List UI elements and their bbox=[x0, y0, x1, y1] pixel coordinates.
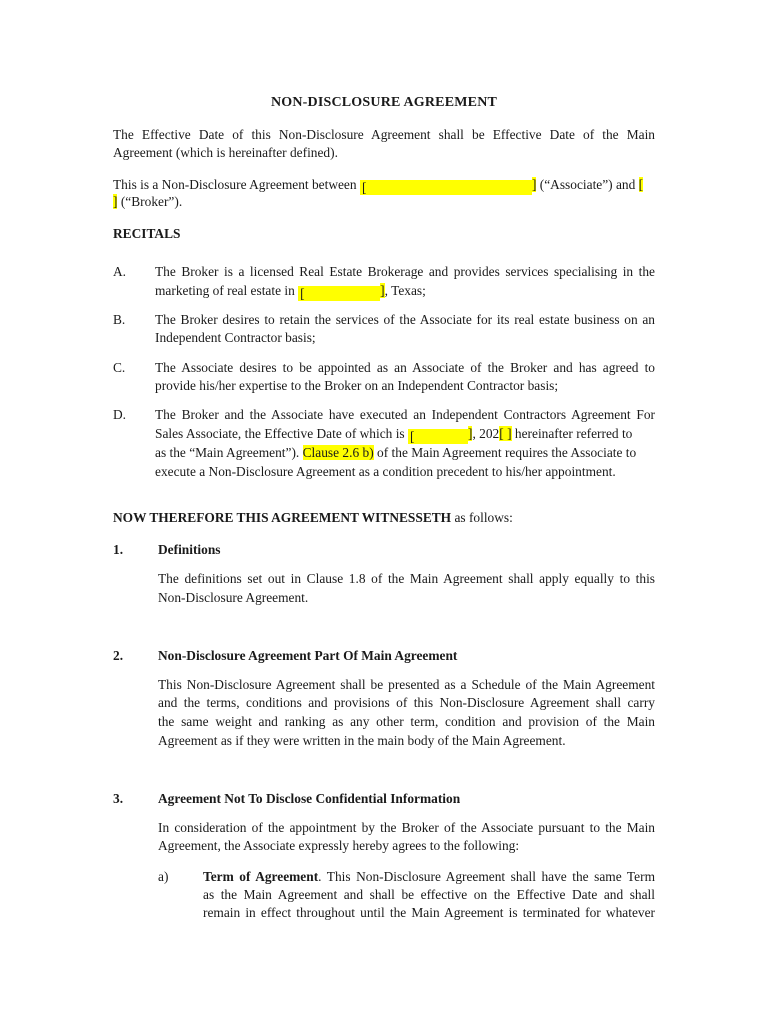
sub-a-line-3: remain in effect throughout until the Main Agreement is terminated for whatever bbox=[203, 905, 655, 920]
section-2-line-4: Agreement as if they were written in the main body of the Main Agreement. bbox=[158, 733, 566, 748]
section-heading: Non-Disclosure Agreement Part Of Main Agreement bbox=[158, 648, 458, 663]
recitals-heading: RECITALS bbox=[113, 226, 181, 241]
section-number: 2. bbox=[113, 648, 124, 663]
broker-open-bracket[interactable]: [ bbox=[638, 177, 644, 192]
section-2-line-2: and the terms, conditions and provisions of this Non-Disclosure Agreement shall carry bbox=[158, 695, 655, 710]
broker-close-bracket[interactable]: ] bbox=[113, 194, 118, 209]
year-field[interactable]: [ ] bbox=[499, 426, 512, 441]
recital-b-line-1: The Broker desires to retain the services of the Associate for its real estate business on an bbox=[155, 312, 655, 327]
recital-d-line-2: Sales Associate, the Effective Date of which is [ ], 202[ ] hereinafter referred to bbox=[155, 426, 633, 444]
section-1-line-2: Non-Disclosure Agreement. bbox=[158, 590, 309, 605]
recital-a-line-1: The Broker is a licensed Real Estate Brokerage and provides services specialising in the bbox=[155, 264, 655, 279]
section-1-line-1: The definitions set out in Clause 1.8 of the Main Agreement shall apply equally to this bbox=[158, 571, 655, 586]
section-3-line-2: Agreement, the Associate expressly hereby agrees to the following: bbox=[158, 838, 520, 853]
recital-b-line-2: Independent Contractor basis; bbox=[155, 330, 316, 345]
recital-a-line-2: marketing of real estate in [ ], Texas; bbox=[155, 283, 426, 301]
document-title: NON-DISCLOSURE AGREEMENT bbox=[270, 95, 498, 110]
recital-marker: D. bbox=[113, 407, 127, 422]
effective-date-field[interactable]: [ bbox=[408, 429, 468, 444]
recital-d-line-3: as the “Main Agreement”). Clause 2.6 b) of the Main Agreement requires the Associate to bbox=[155, 445, 637, 460]
section-2-line-3: the same weight and ranking as any other term, condition and provision of the Main bbox=[158, 714, 655, 729]
recital-d-line-1: The Broker and the Associate have executed an Independent Contractors Agreement For bbox=[155, 407, 655, 422]
clause-reference: Clause 2.6 b) bbox=[302, 445, 374, 460]
parties-text: This is a Non-Disclosure Agreement between bbox=[113, 177, 357, 192]
associate-name-field[interactable]: [ bbox=[360, 180, 532, 195]
sub-term: Term of Agreement bbox=[203, 869, 319, 884]
sub-a-line-1: Term of Agreement. This Non-Disclosure Agreement shall have the same Term bbox=[203, 869, 655, 884]
section-number: 1. bbox=[113, 542, 124, 557]
recital-marker: B. bbox=[113, 312, 126, 327]
recital-c-line-1: The Associate desires to be appointed as an Associate of the Broker and has agreed to bbox=[155, 360, 655, 375]
recital-marker: C. bbox=[113, 360, 126, 375]
broker-term: (“Broker”). bbox=[120, 194, 183, 209]
recital-d-line-4: execute a Non-Disclosure Agreement as a condition precedent to his/her appointment. bbox=[155, 464, 616, 479]
parties-line-2 bbox=[113, 193, 182, 211]
section-heading: Agreement Not To Disclose Confidential Information bbox=[158, 791, 461, 806]
associate-term: (“Associate”) and bbox=[539, 177, 636, 192]
city-field[interactable]: [ bbox=[298, 286, 380, 301]
section-2-line-1: This Non-Disclosure Agreement shall be presented as a Schedule of the Main Agreement bbox=[158, 677, 655, 692]
intro-line-2: Agreement (which is hereinafter defined). bbox=[113, 145, 338, 160]
section-number: 3. bbox=[113, 791, 124, 806]
sub-marker: a) bbox=[158, 869, 169, 884]
parties-line-1 bbox=[113, 176, 643, 195]
associate-close-bracket: ] bbox=[531, 177, 537, 192]
witnesseth-line: NOW THEREFORE THIS AGREEMENT WITNESSETH as follows: bbox=[113, 510, 513, 525]
section-3-line-1: In consideration of the appointment by the Broker of the Associate pursuant to the Main bbox=[158, 820, 655, 835]
recital-c-line-2: provide his/her expertise to the Broker on an Independent Contractor basis; bbox=[155, 378, 559, 393]
section-heading: Definitions bbox=[158, 542, 221, 557]
recital-marker: A. bbox=[113, 264, 127, 279]
sub-a-line-2: as the Main Agreement and shall be effective on the Effective Date and shall bbox=[203, 887, 655, 902]
intro-line-1: The Effective Date of this Non-Disclosure Agreement shall be Effective Date of the Main bbox=[113, 127, 655, 142]
